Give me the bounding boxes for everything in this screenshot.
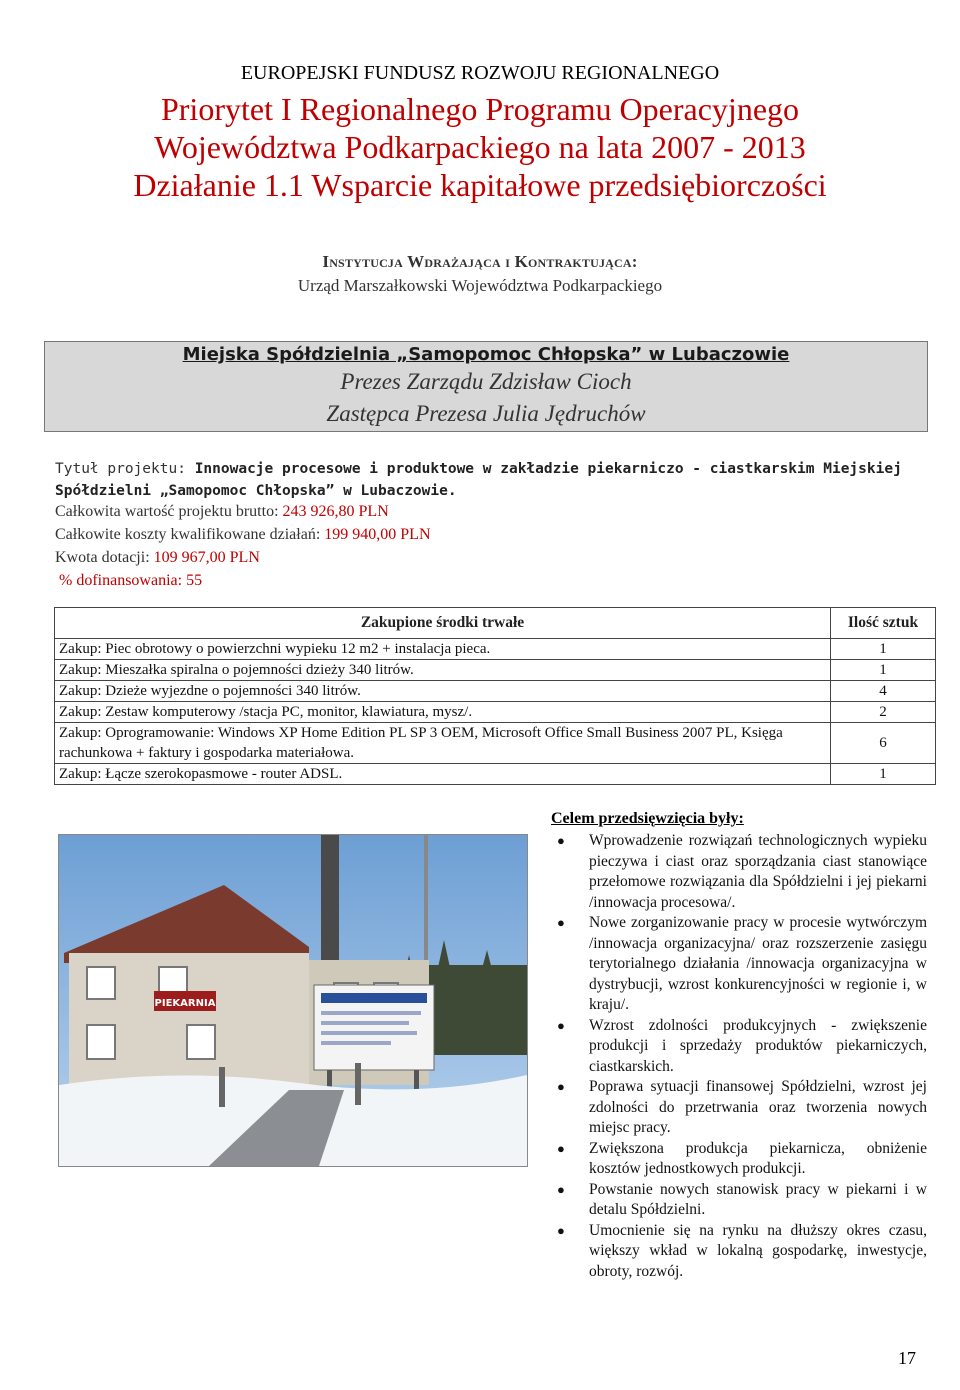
grant-row bbox=[55, 549, 260, 567]
fund-name: EUROPEJSKI FUNDUSZ ROZWOJU REGIONALNEGO bbox=[240, 62, 720, 84]
asset-qty: 6 bbox=[831, 723, 936, 764]
photo-chimney bbox=[321, 835, 339, 965]
bullet-icon: ● bbox=[557, 1222, 565, 1238]
asset-item: Zakup: Łącze szerokopasmowe - router ADSL. bbox=[55, 764, 831, 785]
total-value-amount: 243 926,80 PLN bbox=[282, 503, 389, 520]
header-assets: Zakupione środki trwałe bbox=[55, 608, 831, 639]
list-item bbox=[551, 913, 927, 1016]
goal-text: Zwiększona produkcja piekarnicza, obniżenie kosztów jednostkowych produkcji. bbox=[589, 1139, 927, 1177]
asset-qty: 2 bbox=[831, 702, 936, 723]
bullet-icon: ● bbox=[557, 915, 565, 930]
asset-item: Zakup: Dzieże wyjezdne o pojemności 340 litrów. bbox=[55, 681, 831, 702]
asset-qty: 1 bbox=[831, 639, 936, 660]
table-header-row bbox=[55, 608, 936, 639]
eligible-costs-row bbox=[55, 526, 431, 544]
bullet-icon: ● bbox=[557, 1181, 565, 1197]
eligible-costs-label: Całkowite koszty kwalifikowane działań: bbox=[55, 526, 321, 543]
list-item bbox=[551, 1016, 927, 1078]
photo-billboard-flagbar bbox=[321, 993, 427, 1003]
eligible-costs-amount: 199 940,00 PLN bbox=[324, 526, 431, 543]
asset-item: Zakup: Mieszałka spiralna o pojemności dzieży 340 litrów. bbox=[55, 660, 831, 681]
asset-item: Zakup: Oprogramowanie: Windows XP Home Edition PL SP 3 OEM, Microsoft Office Small Business 2007 PL, Księga rachunkowa + faktury i gospodarka materiałowa. bbox=[55, 723, 831, 764]
project-title-label: Tytuł projektu: bbox=[55, 461, 186, 477]
project-title bbox=[55, 458, 915, 502]
assets-table bbox=[54, 607, 936, 785]
goal-text: Powstanie nowych stanowisk pracy w piekarni i w detalu Spółdzielni. bbox=[589, 1180, 927, 1218]
total-value-label: Całkowita wartość projektu brutto: bbox=[55, 503, 279, 520]
institution-name: Urząd Marszałkowski Województwa Podkarpackiego bbox=[297, 276, 663, 295]
goal-text: Umocnienie się na rynku na dłuższy okres czasu, większy wkład w lokalną gospodarkę, inwestycje, obroty, rozwój. bbox=[589, 1221, 927, 1280]
list-item bbox=[551, 1077, 927, 1139]
priority-line-2: Województwa Podkarpackiego na lata 2007 - 2013 bbox=[154, 129, 806, 165]
cooperative-president: Prezes Zarządu Zdzisław Cioch bbox=[340, 369, 632, 394]
goals-list bbox=[551, 831, 927, 1282]
grant-amount: 109 967,00 PLN bbox=[153, 549, 260, 566]
cofinancing-row bbox=[59, 572, 202, 590]
grant-label: Kwota dotacji: bbox=[55, 549, 150, 566]
bullet-icon: ● bbox=[557, 1017, 565, 1033]
table-row bbox=[55, 764, 936, 785]
goal-text: Wzrost zdolności produkcyjnych - zwiększenie produkcji i sprzedaży produktów piekarniczych, ciastkarskich. bbox=[589, 1016, 927, 1075]
table-row bbox=[55, 702, 936, 723]
bakery-building-photo bbox=[58, 834, 528, 1167]
table-row bbox=[55, 660, 936, 681]
photo-sign-text: PIEKARNIA bbox=[154, 998, 216, 1009]
asset-item: Zakup: Piec obrotowy o powierzchni wypieku 12 m2 + instalacja pieca. bbox=[55, 639, 831, 660]
bullet-icon: ● bbox=[557, 1079, 565, 1094]
cofinancing-value: 55 bbox=[186, 572, 203, 589]
goal-text: Nowe zorganizowanie pracy w procesie wytwórczym /innowacja organizacyjna/ oraz rozszerzenie zasięgu terytorialnego działania /innowacja organizacyjna w dystrybucji, wzrost konkurencyjności w regionie i, w kraju/. bbox=[589, 914, 927, 1013]
priority-line-1: Priorytet I Regionalnego Programu Operacyjnego bbox=[160, 91, 800, 127]
project-title-value: Innowacje procesowe i produktowe w zakładzie piekarniczo - ciastkarskim Miejskiej Spółdzielni „Samopomoc Chłopska” w Lubaczowie. bbox=[55, 461, 902, 499]
asset-item: Zakup: Zestaw komputerowy /stacja PC, monitor, klawiatura, mysz/. bbox=[55, 702, 831, 723]
asset-qty: 4 bbox=[831, 681, 936, 702]
goal-text: Poprawa sytuacji finansowej Spółdzielni, wzrost jej zdolności do przetrwania oraz tworzenia nowych miejsc pracy. bbox=[589, 1078, 927, 1136]
list-item bbox=[551, 1139, 927, 1180]
cooperative-deputy: Zastępca Prezesa Julia Jędruchów bbox=[326, 401, 646, 426]
institution-heading: Instytucja Wdrażająca i Kontraktująca: bbox=[322, 252, 638, 271]
list-item bbox=[551, 831, 927, 913]
list-item bbox=[551, 1180, 927, 1221]
page-number: 17 bbox=[898, 1348, 916, 1368]
cooperative-name: Miejska Spółdzielnia „Samopomoc Chłopska” w Lubaczowie bbox=[182, 344, 790, 365]
table-row bbox=[55, 681, 936, 702]
bullet-icon: ● bbox=[557, 1140, 565, 1156]
asset-qty: 1 bbox=[831, 764, 936, 785]
cofinancing-label: % dofinansowania: bbox=[59, 572, 183, 589]
cooperative-box bbox=[44, 341, 928, 432]
asset-qty: 1 bbox=[831, 660, 936, 681]
priority-line-3: Działanie 1.1 Wsparcie kapitałowe przedsiębiorczości bbox=[133, 167, 827, 203]
goals-title: Celem przedsięwzięcia były: bbox=[551, 810, 744, 827]
bullet-icon: ● bbox=[557, 833, 565, 848]
total-value-row bbox=[55, 503, 389, 521]
list-item bbox=[551, 1221, 927, 1283]
goal-text: Wprowadzenie rozwiązań technologicznych wypieku pieczywa i ciast oraz sporządzania ciast stanowiące przełomowe rozwiązania dla Spółdzielni i jej piekarni /innowacja procesowa/. bbox=[589, 832, 927, 911]
table-row bbox=[55, 639, 936, 660]
header-quantity: Ilość sztuk bbox=[831, 608, 936, 639]
table-row bbox=[55, 723, 936, 764]
